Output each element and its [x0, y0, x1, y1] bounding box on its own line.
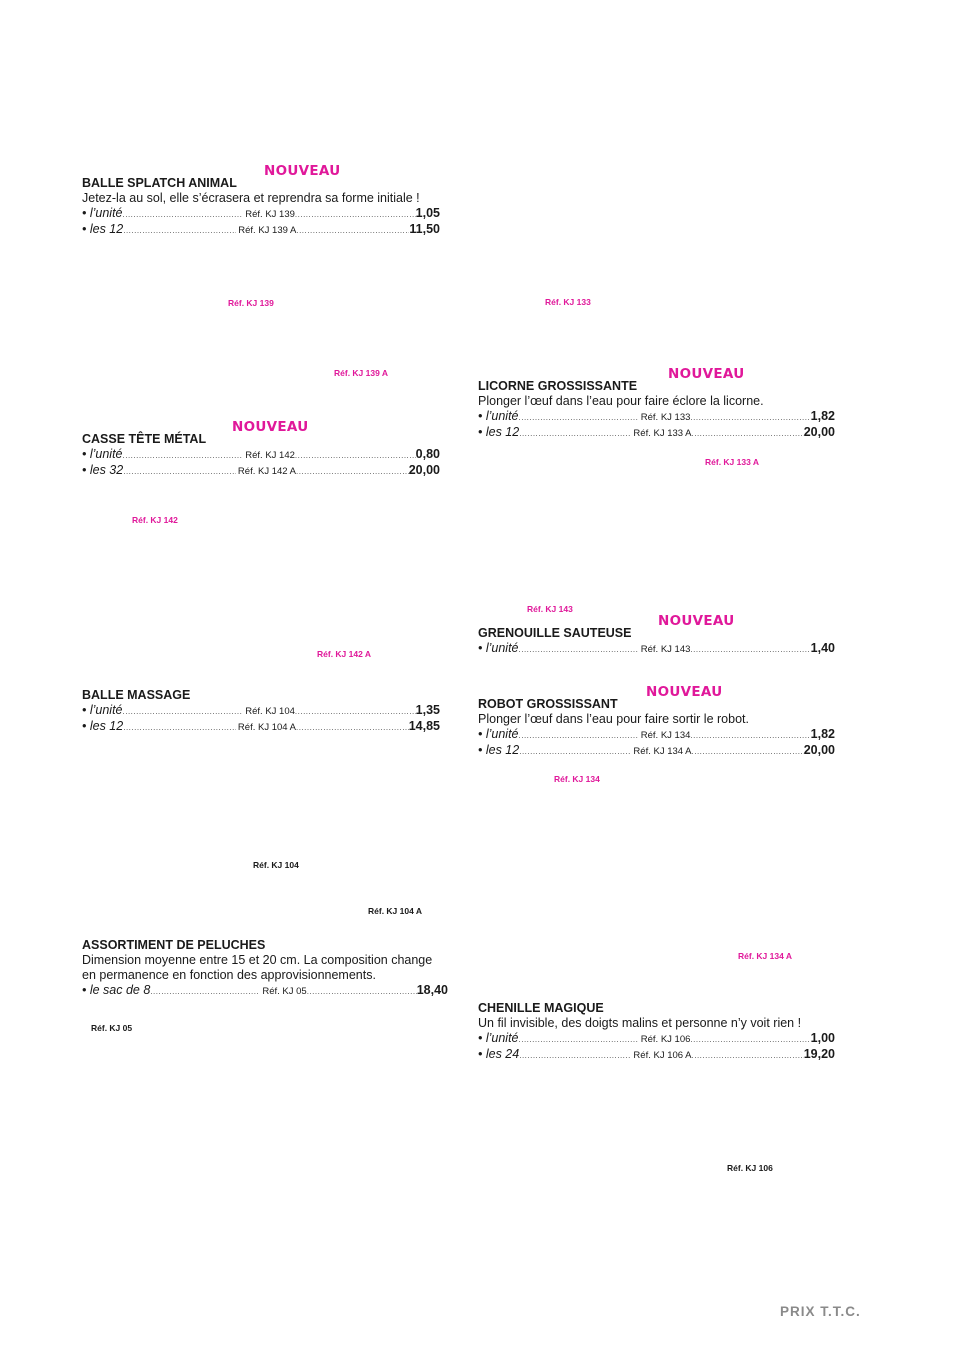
price-note: PRIX T.T.C.: [780, 1304, 861, 1319]
dot-leader: [295, 704, 416, 719]
product-title: GRENOUILLE SAUTEUSE: [478, 626, 632, 640]
price-value: 20,00: [803, 425, 835, 439]
product-description: Jetez-la au sol, elle s’écrasera et reprendra sa forme initiale !: [82, 191, 420, 205]
price-value: 1,35: [415, 703, 440, 717]
product-block: [478, 684, 835, 759]
nouveau-badge: NOUVEAU: [658, 613, 735, 629]
price-value: 0,80: [415, 447, 440, 461]
product-reference: Réf. KJ 134: [640, 730, 691, 741]
price-value: 1,82: [810, 409, 835, 423]
price-quantity-label: • l’unité: [478, 1031, 519, 1045]
product-title-row: [478, 366, 835, 394]
product-reference: Réf. KJ 106 A: [633, 1050, 692, 1061]
product-block: [82, 938, 448, 999]
image-ref-label: Réf. KJ 05: [91, 1023, 133, 1033]
product-title: ASSORTIMENT DE PELUCHES: [82, 938, 266, 952]
product-reference: Réf. KJ 142: [245, 450, 295, 461]
dot-leader: [123, 704, 244, 719]
product-block: [478, 1001, 835, 1063]
image-ref-label: Réf. KJ 134 A: [738, 951, 793, 961]
image-ref-label: Réf. KJ 139: [228, 298, 274, 308]
product-reference: Réf. KJ 143: [640, 644, 691, 655]
product-title: CASSE TÊTE MÉTAL: [82, 432, 207, 446]
dot-leader: [307, 984, 417, 999]
image-ref-label: Réf. KJ 106: [727, 1163, 773, 1173]
product-reference: Réf. KJ 106: [640, 1034, 691, 1045]
price-row: [82, 206, 440, 222]
product-title: CHENILLE MAGIQUE: [478, 1001, 604, 1015]
price-quantity-label: • les 12: [82, 222, 124, 236]
dot-leader: [296, 464, 409, 479]
product-title-row: [478, 684, 835, 712]
image-ref-label: Réf. KJ 104: [253, 860, 299, 870]
product-title-row: [82, 688, 440, 703]
dot-leader: [150, 984, 260, 999]
image-ref-label: Réf. KJ 104 A: [368, 906, 423, 916]
dot-leader: [123, 720, 236, 735]
dot-leader: [519, 1032, 639, 1047]
price-row: [478, 743, 835, 759]
dot-leader: [519, 744, 631, 759]
image-ref-label: Réf. KJ 133: [545, 297, 591, 307]
dot-leader: [690, 1032, 810, 1047]
dot-leader: [123, 223, 236, 238]
dot-leader: [295, 207, 416, 222]
price-value: 1,82: [810, 727, 835, 741]
price-row: [82, 463, 440, 479]
dot-leader: [519, 1048, 631, 1063]
price-quantity-label: • les 24: [478, 1047, 520, 1061]
product-title-row: [478, 1001, 835, 1016]
price-quantity-label: • les 12: [478, 743, 520, 757]
price-value: 20,00: [408, 463, 440, 477]
dot-leader: [295, 448, 416, 463]
product-block: [82, 163, 440, 238]
price-quantity-label: • l’unité: [478, 409, 519, 423]
image-ref-label: Réf. KJ 139 A: [334, 368, 389, 378]
product-block: [478, 613, 835, 657]
price-value: 1,05: [415, 206, 440, 220]
product-description: Plonger l’œuf dans l’eau pour faire sortir le robot.: [478, 712, 749, 726]
dot-leader: [519, 426, 631, 441]
price-value: 19,20: [803, 1047, 835, 1061]
dot-leader: [690, 642, 810, 657]
price-quantity-label: • l’unité: [82, 206, 123, 220]
product-reference: Réf. KJ 133 A: [633, 428, 692, 439]
price-value: 1,40: [810, 641, 835, 655]
product-block: [82, 419, 440, 479]
product-description: en permanence en fonction des approvisionnements.: [82, 968, 376, 982]
price-row: [478, 425, 835, 441]
dot-leader: [519, 410, 639, 425]
dot-leader: [123, 464, 236, 479]
price-quantity-label: • les 12: [82, 719, 124, 733]
price-value: 11,50: [409, 222, 440, 236]
dot-leader: [296, 720, 409, 735]
product-block: [478, 366, 835, 441]
price-quantity-label: • l’unité: [478, 727, 519, 741]
price-value: 18,40: [416, 983, 448, 997]
price-quantity-label: • les 12: [478, 425, 520, 439]
product-title-row: [478, 613, 835, 641]
product-title: BALLE MASSAGE: [82, 688, 191, 702]
price-row: [82, 222, 440, 238]
product-reference: Réf. KJ 142 A: [237, 466, 297, 477]
product-title: ROBOT GROSSISSANT: [478, 697, 618, 711]
product-title-row: [82, 419, 440, 447]
price-row: [82, 719, 440, 735]
image-ref-label: Réf. KJ 134: [554, 774, 600, 784]
price-value: 1,00: [810, 1031, 835, 1045]
product-reference: Réf. KJ 05: [262, 986, 307, 997]
product-reference: Réf. KJ 104: [245, 706, 295, 717]
image-ref-label: Réf. KJ 143: [527, 604, 573, 614]
price-quantity-label: • l’unité: [82, 703, 123, 717]
dot-leader: [296, 223, 409, 238]
image-ref-label: Réf. KJ 133 A: [705, 457, 760, 467]
nouveau-badge: NOUVEAU: [646, 684, 723, 700]
image-ref-label: Réf. KJ 142: [132, 515, 178, 525]
image-ref-label: Réf. KJ 142 A: [317, 649, 372, 659]
product-reference: Réf. KJ 134 A: [633, 746, 692, 757]
price-value: 14,85: [408, 719, 440, 733]
dot-leader: [692, 426, 804, 441]
price-row: [478, 727, 835, 743]
price-row: [478, 1047, 835, 1063]
price-quantity-label: • les 32: [82, 463, 124, 477]
price-row: [478, 409, 835, 425]
dot-leader: [123, 207, 244, 222]
product-title-row: [82, 938, 448, 953]
product-reference: Réf. KJ 104 A: [237, 722, 297, 733]
product-title-row: [82, 163, 440, 191]
dot-leader: [692, 1048, 804, 1063]
product-title: LICORNE GROSSISSANTE: [478, 379, 638, 393]
price-row: [82, 983, 448, 999]
product-description: Dimension moyenne entre 15 et 20 cm. La composition change: [82, 953, 433, 967]
nouveau-badge: NOUVEAU: [264, 163, 341, 179]
product-reference: Réf. KJ 133: [640, 412, 691, 423]
product-block: [82, 688, 440, 735]
price-row: [82, 703, 440, 719]
dot-leader: [692, 744, 804, 759]
product-description: Un fil invisible, des doigts malins et personne n’y voit rien !: [478, 1016, 802, 1030]
price-quantity-label: • l’unité: [82, 447, 123, 461]
nouveau-badge: NOUVEAU: [232, 419, 309, 435]
product-reference: Réf. KJ 139 A: [238, 225, 297, 236]
price-quantity-label: • l’unité: [478, 641, 519, 655]
price-row: [478, 1031, 835, 1047]
dot-leader: [690, 410, 810, 425]
product-reference: Réf. KJ 139: [245, 209, 295, 220]
dot-leader: [519, 728, 639, 743]
price-quantity-label: • le sac de 8: [82, 983, 151, 997]
product-description: Plonger l’œuf dans l’eau pour faire éclore la licorne.: [478, 394, 764, 408]
dot-leader: [519, 642, 639, 657]
price-value: 20,00: [803, 743, 835, 757]
nouveau-badge: NOUVEAU: [668, 366, 745, 382]
price-row: [478, 641, 835, 657]
price-row: [82, 447, 440, 463]
dot-leader: [690, 728, 810, 743]
dot-leader: [123, 448, 244, 463]
product-title: BALLE SPLATCH ANIMAL: [82, 176, 237, 190]
